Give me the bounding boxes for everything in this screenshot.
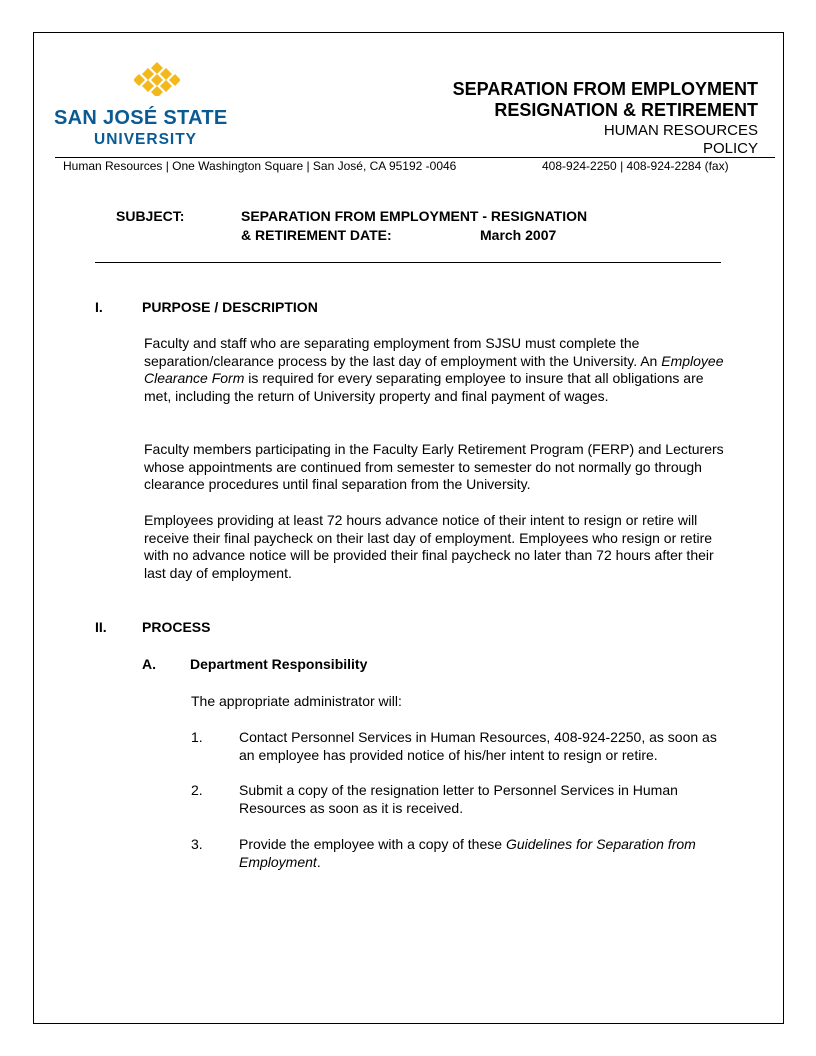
subject-line2: & RETIREMENT DATE:	[241, 227, 392, 243]
subject-rule	[95, 262, 721, 263]
subsection-a-intro: The appropriate administrator will:	[191, 693, 402, 709]
sjsu-logo	[54, 62, 264, 154]
section2-number: II.	[95, 619, 107, 635]
doc-title-line1: SEPARATION FROM EMPLOYMENT	[452, 79, 758, 99]
section1-paragraph3: Employees providing at least 72 hours advance notice of their intent to resign or retire will receive their final paycheck on their last day of employment. Employees who resign or retire with no advance notice will be provided their final paycheck no later than 72 hours after their last day of employment.	[144, 512, 714, 581]
section1-paragraph1: Faculty and staff who are separating employment from SJSU must complete the separation/clearance process by the last day of employment with the University. An Employee Clearance Form is required for every separating employee to insure that all obligations are met, including the return of University property and final payment of wages.	[144, 335, 724, 404]
section1-number: I.	[95, 299, 103, 315]
list-item-text: Contact Personnel Services in Human Resources, 408-924-2250, as soon as an employee has provided notice of his/her intent to resign or retire.	[239, 729, 717, 763]
list-item-number: 2.	[191, 782, 203, 798]
subsection-a-heading: Department Responsibility	[190, 656, 368, 672]
doc-type: POLICY	[702, 140, 758, 157]
subsection-a-letter: A.	[142, 656, 156, 672]
list-item-number: 3.	[191, 836, 203, 852]
address: Human Resources | One Washington Square | San José, CA 95192 -0046	[63, 159, 457, 173]
dept-name: HUMAN RESOURCES	[603, 122, 758, 139]
logo-university: UNIVERSITY	[94, 131, 198, 148]
subject-label: SUBJECT:	[116, 208, 185, 224]
section2-heading: PROCESS	[142, 619, 211, 635]
subject-date: March 2007	[480, 227, 557, 243]
phone-numbers: 408-924-2250 | 408-924-2284 (fax)	[542, 159, 729, 173]
list-item-text: Provide the employee with a copy of these Guidelines for Separation from Employment.	[239, 836, 696, 870]
logo-emblem-icon	[134, 62, 180, 96]
header-rule	[55, 157, 775, 158]
logo-name: SAN JOSÉ STATE	[54, 107, 228, 129]
list-item-number: 1.	[191, 729, 203, 745]
list-item-text: Submit a copy of the resignation letter to Personnel Services in Human Resources as soon as it is received.	[239, 782, 678, 816]
section1-heading: PURPOSE / DESCRIPTION	[142, 299, 318, 315]
subject-line1: SEPARATION FROM EMPLOYMENT - RESIGNATION	[241, 208, 588, 224]
doc-title-line2: RESIGNATION & RETIREMENT	[494, 100, 758, 120]
section1-paragraph2: Faculty members participating in the Faculty Early Retirement Program (FERP) and Lecturers whose appointments are continued from semester to semester do not normally go through clearance procedures until final separation from the University.	[144, 441, 724, 493]
